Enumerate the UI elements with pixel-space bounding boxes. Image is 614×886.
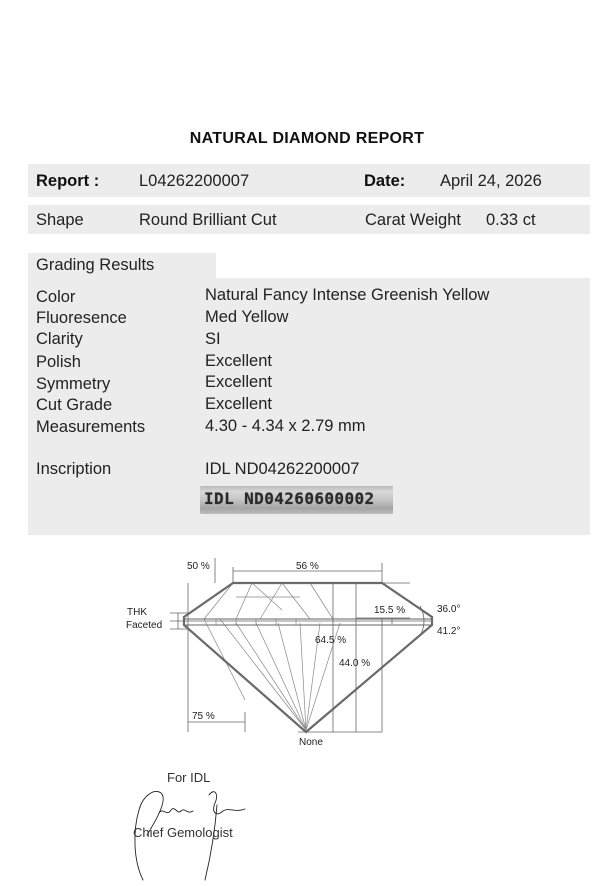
- girdle-finish-label: Faceted: [126, 620, 163, 631]
- total-depth-label: 64.5 %: [315, 635, 347, 646]
- chief-gemologist-label: Chief Gemologist: [133, 825, 233, 840]
- fluorescence-value: Med Yellow: [205, 308, 289, 326]
- measurements-label: Measurements: [36, 418, 146, 436]
- carat-value: 0.33 ct: [486, 211, 536, 229]
- star-pct-label: 50 %: [187, 561, 210, 572]
- symmetry-label: Symmetry: [36, 375, 111, 393]
- symmetry-value: Excellent: [205, 373, 272, 391]
- cut-grade-value: Excellent: [205, 395, 272, 413]
- polish-value: Excellent: [205, 352, 272, 370]
- fluorescence-label: Fluoresence: [36, 309, 127, 327]
- crown-angle-label: 36.0°: [437, 604, 461, 615]
- pavilion-angle-label: 41.2°: [437, 626, 461, 637]
- proportions-diagram: [110, 550, 490, 755]
- date-value: April 24, 2026: [440, 172, 542, 190]
- inscription-value: IDL ND04262200007: [205, 460, 360, 478]
- grading-title: Grading Results: [36, 256, 155, 274]
- culet-label: None: [299, 737, 323, 748]
- girdle-thickness-label: THK: [127, 607, 147, 618]
- color-label: Color: [36, 288, 76, 306]
- polish-label: Polish: [36, 353, 81, 371]
- date-label: Date:: [364, 172, 406, 190]
- inscription-photo: [200, 486, 393, 514]
- facet-lines: [204, 583, 340, 730]
- inscription-label: Inscription: [36, 460, 112, 478]
- report-number-value: L04262200007: [139, 172, 250, 190]
- inscription-photo-text: IDL ND04260600002: [204, 489, 375, 508]
- pavilion-depth-label: 44.0 %: [339, 658, 371, 669]
- carat-label: Carat Weight: [365, 211, 461, 229]
- shape-label: Shape: [36, 211, 84, 229]
- table-pct-label: 56 %: [296, 561, 319, 572]
- shape-value: Round Brilliant Cut: [139, 211, 277, 229]
- report-title: NATURAL DIAMOND REPORT: [189, 130, 425, 147]
- for-idl-label: For IDL: [167, 770, 211, 785]
- lower-half-label: 75 %: [192, 711, 215, 722]
- cut-grade-label: Cut Grade: [36, 396, 113, 414]
- measurements-value: 4.30 - 4.34 x 2.79 mm: [205, 417, 366, 435]
- clarity-value: SI: [205, 330, 221, 348]
- crown-height-label: 15.5 %: [374, 605, 406, 616]
- report-number-label: Report :: [36, 172, 100, 190]
- color-value: Natural Fancy Intense Greenish Yellow: [205, 286, 490, 304]
- clarity-label: Clarity: [36, 330, 83, 348]
